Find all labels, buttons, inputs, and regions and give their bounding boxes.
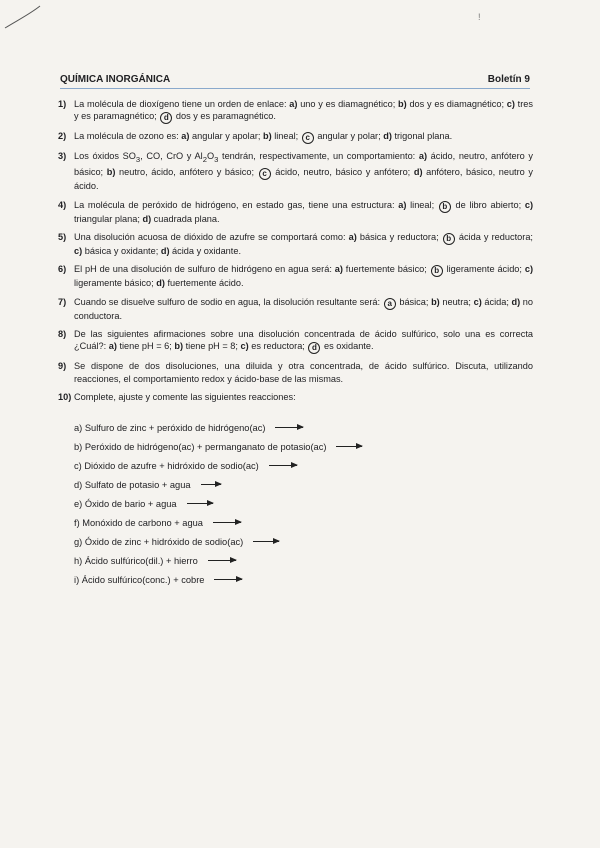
question-item xyxy=(58,199,533,225)
question-text: Complete, ajuste y comente las siguientes reacciones: xyxy=(74,391,296,402)
question-item xyxy=(58,150,533,192)
reaction-text: c) Dióxido de azufre + hidróxido de sodio(ac) xyxy=(74,460,259,471)
question-item xyxy=(58,328,533,354)
reaction-item xyxy=(74,456,362,475)
subject-title: QUÍMICA INORGÁNICA xyxy=(60,74,171,85)
question-text: Los óxidos $SO_3$, CO, CrO y $Al_2O_3$ tendrán, respectivamente, un comportamiento: a) ácido, neutro, anfótero y básico; b) neutro, ácido, anfótero y básico; c ácido, neutro, básico y anfótero; d) anfótero, básico, neutro y ácido. xyxy=(74,151,533,192)
reaction-arrow-icon xyxy=(253,541,279,542)
reaction-text: g) Óxido de zinc + hidróxido de sodio(ac) xyxy=(74,536,244,547)
reaction-arrow-icon xyxy=(275,427,303,428)
question-number: 6) xyxy=(58,264,67,275)
reaction-text: e) Óxido de bario + agua xyxy=(74,498,177,509)
reaction-text: h) Ácido sulfúrico(dil.) + hierro xyxy=(74,555,198,566)
question-number: 8) xyxy=(58,328,67,339)
reaction-text: d) Sulfato de potasio + agua xyxy=(74,479,191,490)
question-item xyxy=(58,391,533,403)
question-text: Cuando se disuelve sulfuro de sodio en agua, la disolución resultante será: a básica; b) neutra; c) ácida; d) no conductora. xyxy=(74,296,534,321)
reaction-item xyxy=(74,532,362,551)
reaction-item xyxy=(74,494,362,513)
document-header xyxy=(60,74,530,90)
reaction-arrow-icon xyxy=(214,579,242,580)
reaction-text: f) Monóxido de carbono + agua xyxy=(74,517,203,528)
question-item xyxy=(58,360,533,385)
reaction-text: a) Sulfuro de zinc + peróxido de hidrógeno(ac) xyxy=(74,422,266,433)
question-number: 9) xyxy=(58,361,67,372)
corner-pen-stroke xyxy=(0,0,60,35)
reaction-item xyxy=(74,513,362,532)
question-item xyxy=(58,263,533,289)
sheet-title: Boletín 9 xyxy=(487,74,530,85)
question-number: 1) xyxy=(58,99,67,109)
question-number: 10) xyxy=(58,391,72,402)
reaction-arrow-icon xyxy=(201,484,221,485)
question-text: De las siguientes afirmaciones sobre una disolución concentrada de ácido sulfúrico, solo una es correcta ¿Cuál?: a) tiene pH = 6; b) tiene pH = 8; c) es reductora; d es oxidante. xyxy=(74,328,533,353)
question-text: Una disolución acuosa de dióxido de azufre se comportará como: a) básica y reductora; b ácida y reductora; c) básica y oxidante; d) ácida y oxidante. xyxy=(74,232,533,257)
reaction-arrow-icon xyxy=(208,560,236,561)
question-number: 7) xyxy=(58,296,67,307)
top-right-mark: ! xyxy=(478,12,481,22)
question-text: La molécula de peróxido de hidrógeno, en estado gas, tiene una estructura: a) lineal; b de libro abierto; c) triangular plana; d) cuadrada plana. xyxy=(74,199,534,224)
header-rule xyxy=(60,88,530,89)
question-number: 2) xyxy=(58,131,67,142)
question-number: 5) xyxy=(58,232,67,243)
question-number: 3) xyxy=(58,151,67,162)
reaction-text: i) Ácido sulfúrico(conc.) + cobre xyxy=(74,574,205,585)
reaction-item xyxy=(74,418,362,437)
question-number: 4) xyxy=(58,199,67,210)
reaction-item xyxy=(74,475,362,494)
reaction-arrow-icon xyxy=(187,503,213,504)
question-text: Se dispone de dos disoluciones, una diluida y otra concentrada, de ácido sulfúrico. Discuta, utilizando reacciones, el comportamiento redox y ácido-base de las mismas. xyxy=(74,361,533,384)
reaction-text: b) Peróxido de hidrógeno(ac) + permanganato de potasio(ac) xyxy=(74,441,327,452)
question-item xyxy=(58,130,533,144)
question-text: La molécula de dioxígeno tiene un orden de enlace: a) uno y es diamagnético; b) dos y es diamagnético; c) tres y es paramagnético; d dos y es paramagnético. xyxy=(74,99,534,123)
question-text: La molécula de ozono es: a) angular y apolar; b) lineal; c angular y polar; d) trigonal plana. xyxy=(74,131,453,143)
reaction-arrow-icon xyxy=(269,465,297,466)
reaction-item xyxy=(74,570,362,589)
reaction-item xyxy=(74,437,362,456)
reaction-item xyxy=(74,551,362,570)
question-text: El pH de una disolución de sulfuro de hidrógeno en agua será: a) fuertemente básico; b ligeramente ácido; c) ligeramente básico; d) fuertemente ácido. xyxy=(74,264,534,289)
question-item xyxy=(58,98,533,124)
reaction-arrow-icon xyxy=(336,446,362,447)
question-list xyxy=(58,98,533,409)
reaction-list xyxy=(74,418,362,589)
question-item xyxy=(58,231,533,257)
question-item xyxy=(58,296,533,322)
reaction-arrow-icon xyxy=(213,522,241,523)
